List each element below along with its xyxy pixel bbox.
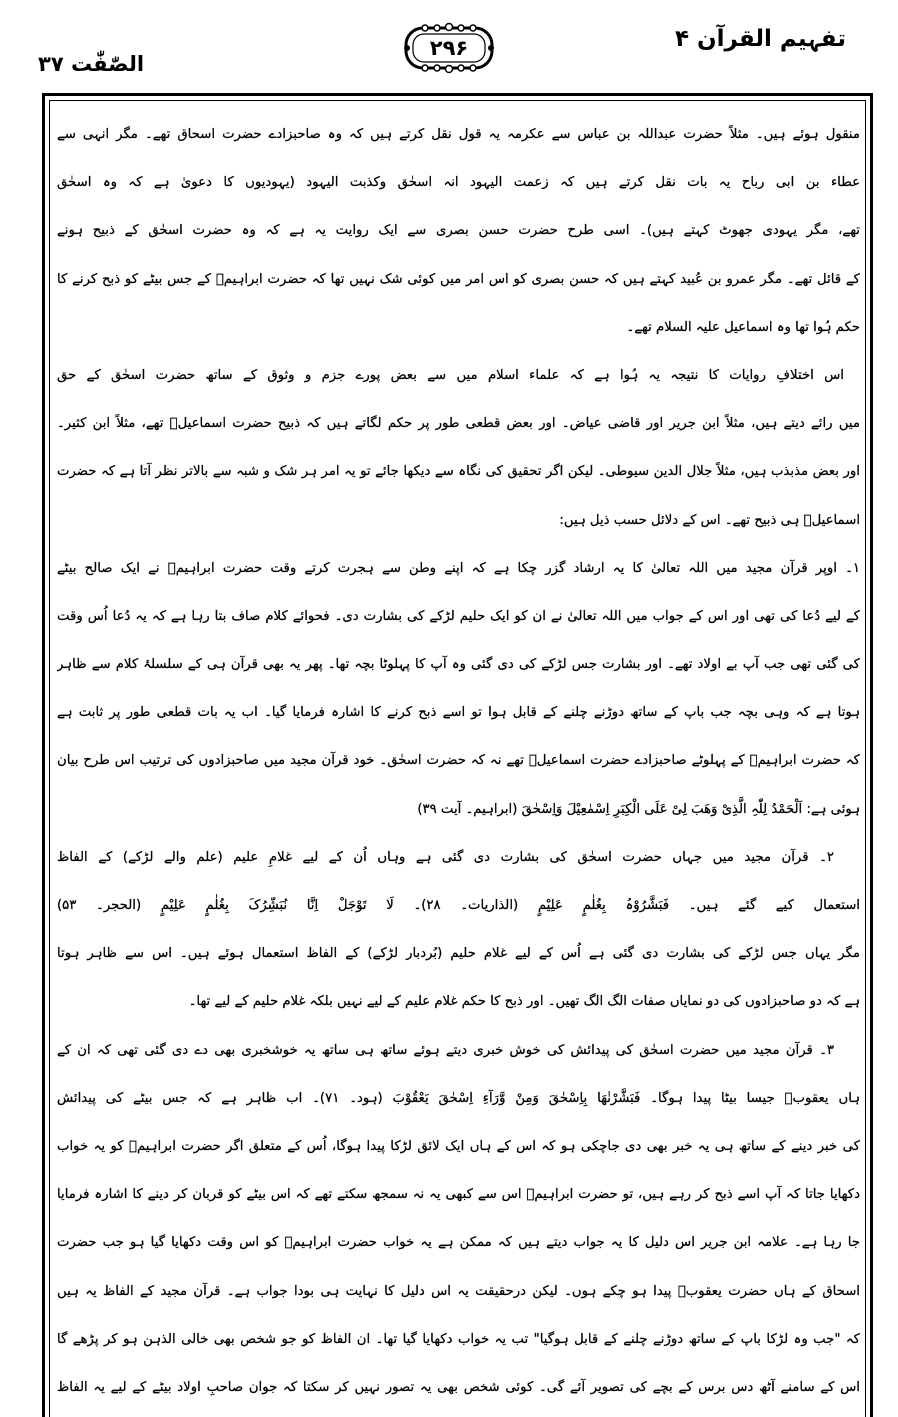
body-text: [57, 111, 860, 1412]
text-line: اس اختلافِ روایات کا نتیجہ یہ ہُوا ہے کہ علماء اسلام میں سے بعض پورے جزم و وثوق کے ساتھ حضرت اسحٰق کے حق: [57, 367, 844, 383]
text-line: تھے، مگر یہودی جھوٹ کہتے ہیں)۔ اسی طرح حضرت حسن بصری سے ایک روایت یہ ہے کہ وہ حضرت اسحٰق کے ذبیح ہونے: [57, 223, 860, 239]
text-line: منقول ہوئے ہیں۔ مثلاً حضرت عبداللہ بن عباس سے عکرمہ یہ قول نقل کرتے ہیں کہ وہ صاحبزادے حضرت اسحاق تھے۔ مگر انہی سے: [57, 127, 860, 142]
text-line: جا رہا ہے۔ علامہ ابن جریر اس دلیل کا یہ جواب دیتے ہیں کہ ممکن ہے یہ خواب حضرت ابراہیمؑ کو اس وقت دکھایا گیا ہو جب حضرت: [57, 1235, 860, 1251]
text-line: استعمال کیے گئے ہیں۔ فَبَشَّرُوْہُ بِغُلٰمٍ عَلِیْمٍ (الذاریات۔ ۲۸)۔ لَا تَوْجَلْ اِنَّا نُبَشِّرُکَ بِغُلٰمٍ عَلِیْمٍ (الحجر۔ ۵۳): [57, 898, 860, 913]
paragraph: [57, 111, 860, 352]
text-line: اس کے سامنے آٹھ دس برس کے بچے کی تصویر آئے گی۔ کوئی شخص بھی یہ تصور نہیں کر سکتا کہ جوان صاحبِ اولاد بیٹے کے لیے یہ الفاظ: [57, 1379, 860, 1395]
paragraph: [57, 834, 860, 1027]
paragraph: [57, 352, 860, 545]
text-line: اسماعیلؑ ہی ذبیح تھے۔ اس کے دلائل حسب ذیل ہیں:: [559, 512, 860, 528]
page-number-cartouche: [403, 22, 495, 74]
text-line: مگر یہاں جس لڑکے کی بشارت دی گئی ہے اُس کے لیے غلام حلیم (بُردبار لڑکے) کے الفاظ استعمال ہوئے ہیں۔ اس سے ظاہر ہوتا: [57, 946, 860, 962]
text-line: دکھایا جاتا کہ آپ اسے ذبح کر رہے ہیں، تو حضرت ابراہیمؑ اس سے کبھی یہ نہ سمجھ سکتے تھے کہ اس بیٹے کو قربان کر دینے کا اشارہ فرمایا: [57, 1187, 860, 1203]
page-number: ۲۹۶: [429, 36, 469, 60]
paragraph: [57, 1027, 860, 1413]
text-line: اور بعض مذبذب ہیں، مثلاً جلال الدین سیوطی۔ لیکن اگر تحقیق کی نگاہ سے دیکھا جائے تو یہ امر ہر شک و شبہ سے بالاتر نظر آتا ہے کہ حضرت: [57, 464, 860, 480]
text-line: ہوئی ہے: اَلْحَمْدُ لِلّٰہِ الَّذِیْ وَھَبَ لِیْ عَلَی الْکِبَرِ اِسْمٰعِیْلَ وَاِسْحٰقَ (ابراہیم۔ آیت ۳۹): [417, 801, 860, 817]
text-line: کے قائل تھے۔ مگر عمرو بن عُبید کہتے ہیں کہ حسن بصری کو اس امر میں کوئی شک نہیں تھا کہ حضرت ابراہیمؑ کے جس بیٹے کو ذبح کرنے کا: [57, 271, 860, 287]
paragraph: [57, 545, 860, 834]
text-line: ۱۔ اوپر قرآن مجید میں اللہ تعالیٰ کا یہ ارشاد گزر چکا ہے کہ اپنے وطن سے ہجرت کرتے وقت حضرت ابراہیمؑ نے ایک صالح بیٹے: [57, 560, 860, 576]
text-line: اسحاق کے ہاں حضرت یعقوبؑ پیدا ہو چکے ہوں۔ لیکن درحقیقت یہ اس دلیل کا نہایت ہی بودا جواب ہے۔ قرآن مجید کے الفاظ یہ ہیں: [57, 1283, 860, 1299]
text-line: میں رائے دیتے ہیں، مثلاً ابن جریر اور قاضی عیاض۔ اور بعض قطعی طور پر حکم لگاتے ہیں کہ ذبیح حضرت اسماعیلؑ تھے، مثلاً ابن کثیر۔: [57, 416, 860, 432]
text-line: حکم ہُوا تھا وہ اسماعیل علیہ السلام تھے۔: [626, 319, 860, 335]
text-line: ۳۔ قرآن مجید میں حضرت اسحٰق کی پیدائش کی خوش خبری دیتے ہوئے ساتھ ہی ساتھ یہ خوشخبری بھی دے دی گئی تھی کہ ان کے: [57, 1042, 834, 1058]
text-line: کہ حضرت ابراہیمؑ کے پہلوٹے صاحبزادے حضرت اسماعیلؑ تھے نہ کہ حضرت اسحٰق۔ خود قرآن مجید میں صاحبزادوں کی ترتیب اس طرح بیان: [57, 753, 860, 769]
surah-label: الصّٰفّٰت ۳۷: [38, 52, 145, 76]
text-line: کہ "جب وہ لڑکا باپ کے ساتھ دوڑنے چلنے کے قابل ہوگیا" تب یہ خواب دکھایا گیا تھا۔ ان الفاظ کو جو شخص بھی خالی الذہن ہو کر پڑھے گا: [57, 1331, 860, 1347]
text-line: ہے کہ دو صاحبزادوں کی دو نمایاں صفات الگ الگ تھیں۔ اور ذبح کا حکم غلام علیم کے لیے نہیں بلکہ غلام حلیم کے لیے تھا۔: [188, 994, 860, 1010]
text-line: ۲۔ قرآن مجید میں جہاں حضرت اسحٰق کی بشارت دی گئی ہے وہاں اُن کے لیے غلامِ علیم (علم والے لڑکے) کے الفاظ: [57, 849, 834, 865]
text-line: ہاں یعقوبؑ جیسا بیٹا پیدا ہوگا۔ فَبَشَّرْنٰھَا بِاِسْحٰقَ وَمِنْ وَّرَآءِ اِسْحٰقَ یَعْقُوْبَ (ہود۔ ۷۱)۔ اب ظاہر ہے کہ جس بیٹے کی پیدائش: [57, 1090, 860, 1106]
running-title: تفہیم القرآن ۴: [674, 26, 846, 52]
text-line: کی خبر دینے کے ساتھ ہی یہ خبر بھی دی جاچکی ہو کہ اس کے ہاں ایک لائق لڑکا پیدا ہوگا، اُس کے متعلق اگر حضرت ابراہیمؑ کو یہ خواب: [57, 1138, 860, 1154]
text-line: کے لیے دُعا کی تھی اور اس کے جواب میں اللہ تعالیٰ نے ان کو ایک حلیم لڑکے کی بشارت دی۔ فحوائے کلام صاف بتا رہا ہے کہ یہ دُعا اُس وقت: [57, 608, 860, 624]
text-line: عطاء بن ابی رباح یہ بات نقل کرتے ہیں کہ زعمت الیہود انہ اسحٰق وکذبت الیہود (یہودیوں کا دعویٰ ہے کہ وہ اسحٰق: [57, 175, 860, 191]
text-line: ہوتا ہے کہ وہی بچہ جب باپ کے ساتھ دوڑنے چلنے کے قابل ہوا تو اسے ذبح کرنے کا اشارہ فرمایا گیا۔ اب یہ بات قطعی طور پر ثابت ہے: [57, 705, 860, 721]
text-line: کی گئی تھی جب آپ بے اولاد تھے۔ اور بشارت جس لڑکے کی دی گئی وہ آپ کا پہلوٹا بچہ تھا۔ پھر یہ بھی قرآن ہی کے سلسلۂ کلام سے ظاہر: [57, 657, 860, 673]
